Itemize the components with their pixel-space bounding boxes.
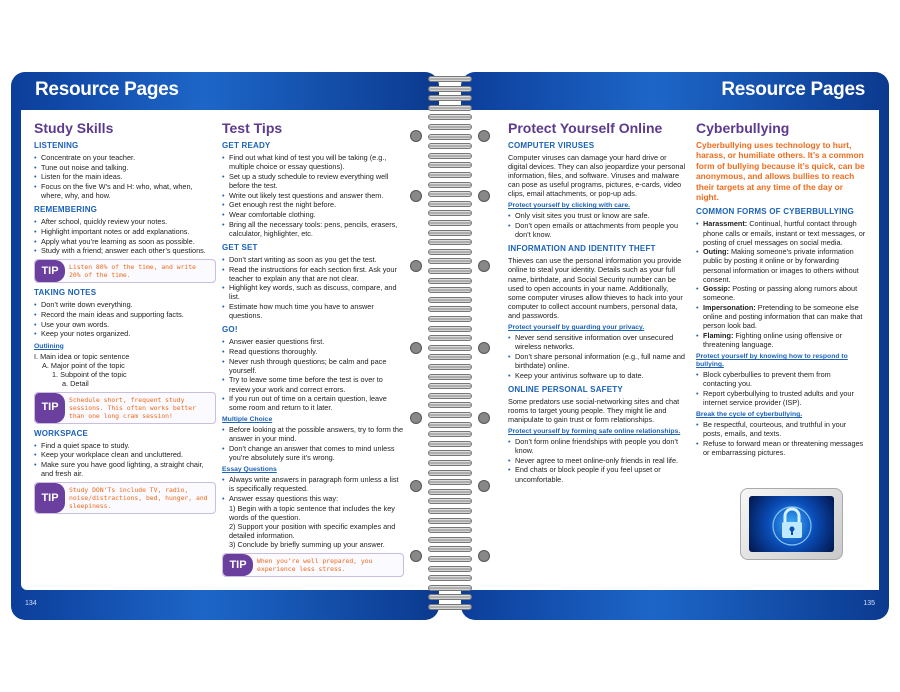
get-set-list (222, 255, 404, 320)
spiral-coil (428, 220, 472, 226)
tip-text: Study DON’Ts include TV, radio, noise/distractions, bed, hunger, and sleepiness. (69, 486, 208, 511)
list-item: • Don’t share personal information (e.g., full name and birthdate) online. (508, 352, 686, 370)
tip-text: Schedule short, frequent study sessions. This often works better than one long cram session! (69, 395, 196, 420)
spiral-coil (428, 594, 472, 600)
list-item: • Bring all the necessary tools: pens, pencils, erasers, calculator, highlighter, etc. (222, 220, 404, 238)
punch-hole (478, 480, 490, 492)
list-item: • Block cyberbullies to prevent them from contacting you. (696, 370, 866, 388)
tip-box (34, 392, 216, 424)
spiral-coil (428, 153, 472, 159)
spiral-coil (428, 86, 472, 92)
multiple-choice-list (222, 425, 404, 462)
list-item (696, 331, 866, 349)
cyberbullying-column (696, 120, 866, 458)
workspace-heading: WORKSPACE (34, 428, 89, 438)
get-set-heading: GET SET (222, 242, 258, 252)
list-item: • Listen for the main ideas. (34, 172, 216, 181)
spiral-coil (428, 575, 472, 581)
punch-hole (410, 190, 422, 202)
tip-box (222, 553, 404, 577)
list-item: • Keep your notes organized. (34, 329, 216, 338)
protect-title: Protect Yourself Online (508, 120, 663, 136)
list-item: • If you run out of time on a certain question, leave some room and return to it later. (222, 394, 404, 412)
list-item: • Focus on the five W’s and H: who, what, when, where, why, and how. (34, 182, 216, 200)
spiral-coil (428, 556, 472, 562)
punch-hole (410, 342, 422, 354)
viruses-subheading: Protect yourself by clicking with care. (508, 202, 631, 210)
spiral-coil (428, 297, 472, 303)
identity-list (508, 333, 686, 380)
break-cycle-list (696, 420, 866, 457)
left-page-title: Resource Pages (35, 79, 179, 100)
outlining-heading: Outlining (34, 342, 64, 350)
computer-viruses-heading: COMPUTER VIRUSES (508, 141, 595, 150)
spiral-coil (428, 95, 472, 101)
list-item: • Keep your workplace clean and uncluttered. (34, 450, 216, 459)
list-item: • Never agree to meet online-only friends in real life. (508, 456, 686, 465)
spiral-coil (428, 326, 472, 332)
list-item: • Study with a friend; answer each other’s questions. (34, 246, 216, 255)
punch-hole (410, 130, 422, 142)
term: Flaming: (703, 330, 734, 340)
tip-label: TIP (35, 393, 65, 423)
test-tips-title: Test Tips (222, 120, 283, 136)
spiral-coil (428, 383, 472, 389)
spiral-coil (428, 345, 472, 351)
list-item: • Don’t form online friendships with people you don’t know. (508, 437, 686, 455)
definition: Pretending to be someone else online and posting information that can make that person look bad. (703, 303, 863, 331)
spiral-coil (428, 402, 472, 408)
list-item: • After school, quickly review your notes. (34, 217, 216, 226)
spiral-coil (428, 287, 472, 293)
spiral-coil (428, 460, 472, 466)
spiral-coil (428, 422, 472, 428)
multiple-choice-heading: Multiple Choice (222, 416, 273, 424)
list-item (696, 219, 866, 246)
list-item: • Record the main ideas and supporting facts. (34, 310, 216, 319)
spiral-coil (428, 210, 472, 216)
spiral-coil (428, 191, 472, 197)
identity-subheading: Protect yourself by guarding your privacy. (508, 324, 645, 331)
forms-list (696, 219, 866, 349)
spiral-coil (428, 258, 472, 264)
viruses-list (508, 211, 686, 239)
list-item: • Only visit sites you trust or know are safe. (508, 211, 686, 220)
list-item: • Apply what you’re learning as soon as possible. (34, 237, 216, 246)
spiral-coil (428, 201, 472, 207)
list-item: • Don’t start writing as soon as you get the test. (222, 255, 404, 264)
list-item: • Wear comfortable clothing. (222, 210, 404, 219)
list-item: • Answer essay questions this way: (222, 494, 404, 503)
term: Outing: (703, 247, 729, 257)
list-item: • Read questions thoroughly. (222, 347, 404, 356)
list-item: • Find a quiet space to study. (34, 441, 216, 450)
spiral-coil (428, 268, 472, 274)
list-item (696, 303, 866, 330)
spiral-coil (428, 143, 472, 149)
list-item: • Concentrate on your teacher. (34, 153, 216, 162)
definition: Making someone’s private information public by posting it online or by forwarding personal information or images to others without consent. (703, 247, 859, 284)
spiral-coil (428, 124, 472, 130)
spiral-coil (428, 364, 472, 370)
spiral-coil (428, 527, 472, 533)
right-page-title: Resource Pages (721, 79, 865, 100)
spiral-coil (428, 316, 472, 322)
spiral-binding (410, 72, 490, 620)
test-tips-column (222, 120, 404, 581)
spiral-coil (428, 508, 472, 514)
taking-notes-heading: TAKING NOTES (34, 288, 97, 298)
list-item: • Don’t open emails or attachments from people you don’t know. (508, 221, 686, 239)
tip-text: Listen 80% of the time, and write 20% of the time. (69, 263, 196, 280)
term: Harassment: (703, 219, 748, 229)
tablet-screen (749, 496, 834, 552)
spiral-coil (428, 518, 472, 524)
spiral-coil (428, 182, 472, 188)
online-safety-heading: ONLINE PERSONAL SAFETY (508, 384, 623, 394)
spiral-coil (428, 498, 472, 504)
break-cycle-subheading: Break the cycle of cyberbullying. (696, 411, 803, 419)
spiral-coil (428, 585, 472, 591)
tip-box (34, 259, 216, 283)
spiral-coil (428, 393, 472, 399)
safety-list (508, 437, 686, 484)
essay-step: 2) Support your position with specific examples and detailed information. (229, 522, 396, 541)
spiral-coil (428, 479, 472, 485)
spiral-coil (428, 239, 472, 245)
list-item: • Highlight key words, such as discuss, compare, and list. (222, 283, 404, 301)
spiral-coil (428, 431, 472, 437)
list-item: • Before looking at the possible answers, try to form the answer in your mind. (222, 425, 404, 443)
list-item: • Don’t write down everything. (34, 300, 216, 309)
spiral-coil (428, 537, 472, 543)
cyberbullying-lead: Cyberbullying uses technology to hurt, harass, or humiliate others. It’s a common form of bullying because it’s quick, can be anonymous, and allows bullies to reach their targets at any time of the day or night. (696, 140, 865, 203)
essay-steps (222, 504, 404, 549)
tip-box (34, 482, 216, 514)
spiral-coil (428, 489, 472, 495)
tip-label: TIP (35, 260, 65, 282)
safety-subheading: Protect yourself by forming safe online relationships. (508, 427, 681, 435)
list-item: • Find out what kind of test you will be taking (e.g., multiple choice or essay questions). (222, 153, 404, 171)
definition: Continual, hurtful contact through phone calls or emails, instant or text messages, or posting of cruel messages on social media. (703, 219, 866, 247)
tip-text: When you’re well prepared, you experience less stress. (257, 557, 373, 574)
safety-body: Some predators use social-networking sites and chat rooms to target young people. They might lie and manipulate to gain trust or form relationships. (508, 396, 680, 424)
punch-hole (410, 412, 422, 424)
go-list (222, 337, 404, 412)
list-item: • Get enough rest the night before. (222, 200, 404, 209)
outline-line: 1. Subpoint of the topic (52, 369, 127, 379)
list-item: • Set up a study schedule to review everything well before the test. (222, 172, 404, 190)
identity-theft-heading: INFORMATION AND IDENTITY THEFT (508, 244, 656, 254)
spiral-coil (428, 172, 472, 178)
term: Impersonation: (703, 303, 756, 313)
essay-questions-heading: Essay Questions (222, 466, 277, 474)
punch-hole (478, 260, 490, 272)
list-item: • Never rush through questions; be calm and pace yourself. (222, 357, 404, 375)
study-skills-title: Study Skills (34, 120, 114, 136)
list-item: • Answer easier questions first. (222, 337, 404, 346)
taking-notes-list (34, 300, 216, 338)
list-item: • Report cyberbullying to trusted adults and your internet service provider (ISP). (696, 389, 866, 407)
identity-body: Thieves can use the personal information you provide online to steal your identity. Details such as your full name, birthdate, and Social Security number can be used to open accounts in your name. Additionally, some computer viruses allow thieves to hack into your computer to collect account numbers, personal data, and passwords. (508, 256, 683, 320)
essay-step: 1) Begin with a topic sentence that includes the key words of the question. (229, 503, 395, 522)
get-ready-list (222, 153, 404, 238)
list-item (696, 247, 866, 283)
essay-list (222, 475, 404, 503)
spiral-coil (428, 114, 472, 120)
viruses-body: Computer viruses can damage your hard drive or digital devices. They can also jeopardize your personal information, files, and software. Viruses and malware can pose as useful programs, pictures, e-cards, video clips, email attachments, or pop-up ads. (508, 153, 686, 199)
list-item: • Keep your antivirus software up to date. (508, 371, 686, 380)
workspace-list (34, 441, 216, 479)
spiral-coil (428, 249, 472, 255)
list-item: • Tune out noise and talking. (34, 163, 216, 172)
remembering-list (34, 217, 216, 255)
spiral-coil (428, 230, 472, 236)
list-item: • Try to leave some time before the test is over to review your work and correct errors. (222, 375, 404, 393)
outline-line: A. Major point of the topic (42, 360, 125, 370)
common-forms-heading: COMMON FORMS OF CYBERBULLYING (696, 207, 854, 217)
spiral-coil (428, 566, 472, 572)
list-item: • Read the instructions for each section first. Ask your teacher to explain any that are not clear. (222, 265, 404, 283)
spiral-coil (428, 105, 472, 111)
spiral-coil (428, 604, 472, 610)
spiral-coil (428, 278, 472, 284)
list-item: • Refuse to forward mean or threatening messages or embarrassing pictures. (696, 439, 866, 457)
spiral-coil (428, 546, 472, 552)
spiral-coil (428, 374, 472, 380)
outline-line: a. Detail (62, 378, 89, 388)
punch-hole (478, 130, 490, 142)
study-skills-column (34, 120, 216, 518)
spiral-coil (428, 450, 472, 456)
punch-hole (478, 550, 490, 562)
term: Gossip: (703, 284, 731, 294)
spiral-coil (428, 470, 472, 476)
list-item: • Never send sensitive information over unsecured wireless networks. (508, 333, 686, 351)
punch-hole (410, 260, 422, 272)
punch-hole (478, 412, 490, 424)
spiral-coil (428, 335, 472, 341)
list-item: • End chats or block people if you feel upset or uncomfortable. (508, 465, 686, 483)
essay-step: 3) Conclude by briefly summing up your answer. (229, 540, 385, 550)
listening-heading: LISTENING (34, 141, 79, 150)
tip-label: TIP (223, 554, 253, 576)
right-page-number: 135 (863, 600, 875, 607)
list-item: • Write out likely test questions and answer them. (222, 191, 404, 200)
spiral-coil (428, 134, 472, 140)
remembering-heading: REMEMBERING (34, 205, 98, 215)
spiral-coil (428, 162, 472, 168)
tip-label: TIP (35, 483, 65, 513)
spiral-coil (428, 412, 472, 418)
outline-line: I. Main idea or topic sentence (34, 351, 130, 361)
list-item (696, 284, 866, 302)
go-heading: GO! (222, 325, 238, 335)
outline-example (34, 352, 216, 388)
cyberbullying-title: Cyberbullying (696, 120, 790, 136)
protect-yourself-column (508, 120, 686, 484)
get-ready-heading: GET READY (222, 141, 271, 150)
listening-list (34, 153, 216, 200)
spiral-coil (428, 76, 472, 82)
tablet-padlock-illustration (740, 488, 843, 560)
respond-subheading: Protect yourself by knowing how to respond to bullying. (696, 353, 848, 369)
definition: Posting or passing along rumors about someone. (703, 284, 858, 303)
punch-hole (410, 550, 422, 562)
list-item: • Estimate how much time you have to answer questions. (222, 302, 404, 320)
list-item: • Don’t change an answer that comes to mind unless you’re absolutely sure it’s wrong. (222, 444, 404, 462)
left-page-number: 134 (25, 600, 37, 607)
spiral-coil (428, 306, 472, 312)
respond-list (696, 370, 866, 407)
definition: Fighting online using offensive or threatening language. (703, 330, 842, 350)
list-item: • Be respectful, courteous, and truthful in your posts, emails, and texts. (696, 420, 866, 438)
punch-hole (478, 342, 490, 354)
punch-hole (478, 190, 490, 202)
list-item: • Make sure you have good lighting, a straight chair, and fresh air. (34, 460, 216, 478)
list-item: • Use your own words. (34, 320, 216, 329)
padlock-icon (772, 502, 812, 546)
list-item: • Always write answers in paragraph form unless a list is specifically requested. (222, 475, 404, 493)
spiral-coil (428, 441, 472, 447)
spiral-coil (428, 354, 472, 360)
list-item: • Highlight important notes or add explanations. (34, 227, 216, 236)
punch-hole (410, 480, 422, 492)
